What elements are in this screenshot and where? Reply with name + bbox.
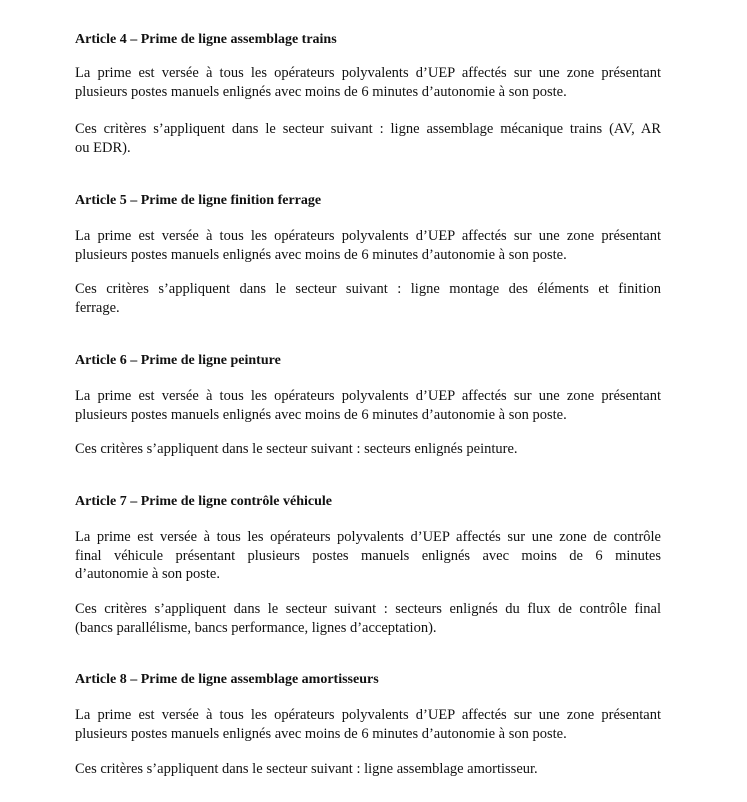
- article-paragraph: [75, 760, 661, 779]
- paragraph-line: plusieurs postes manuels enlignés avec moins de 6 minutes d’autonomie à son poste.: [75, 725, 567, 742]
- paragraph-line: Ces critères s’appliquent dans le secteur suivant : ligne assemblage amortisseur.: [75, 761, 538, 777]
- paragraph-line: Ces critères s’appliquent dans le secteur suivant : secteurs enlignés du flux de contrôle final: [75, 601, 661, 617]
- paragraph-line: Ces critères s’appliquent dans le secteur suivant : ligne montage des éléments et finition: [75, 281, 661, 297]
- article-heading: Article 6 – Prime de ligne peinture: [75, 353, 281, 368]
- article-paragraph: [75, 120, 661, 157]
- paragraph-line: plusieurs postes manuels enlignés avec moins de 6 minutes d’autonomie à son poste.: [75, 83, 567, 100]
- article-heading: Article 7 – Prime de ligne contrôle véhicule: [75, 494, 332, 509]
- article-heading: Article 4 – Prime de ligne assemblage trains: [75, 32, 337, 47]
- paragraph-line: La prime est versée à tous les opérateurs polyvalents d’UEP affectés sur une zone présentant: [75, 65, 661, 81]
- article-paragraph: [75, 600, 661, 637]
- article-paragraph: [75, 387, 661, 424]
- article-heading: Article 5 – Prime de ligne finition ferrage: [75, 193, 322, 208]
- article-paragraph: [75, 528, 661, 584]
- paragraph-line: d’autonomie à son poste.: [75, 566, 220, 582]
- paragraph-line: La prime est versée à tous les opérateurs polyvalents d’UEP affectés sur une zone présentant: [75, 388, 661, 404]
- article-paragraph: [75, 440, 661, 459]
- paragraph-line: La prime est versée à tous les opérateurs polyvalents d’UEP affectés sur une zone de contrôle: [75, 529, 661, 545]
- article-paragraph: [75, 227, 661, 264]
- paragraph-line: final véhicule présentant plusieurs postes manuels enlignés avec moins de 6 minutes: [75, 547, 661, 564]
- paragraph-line: Ces critères s’appliquent dans le secteur suivant : ligne assemblage mécanique trains (AV, AR: [75, 121, 661, 137]
- paragraph-line: plusieurs postes manuels enlignés avec moins de 6 minutes d’autonomie à son poste.: [75, 246, 567, 263]
- article-paragraph: [75, 64, 661, 101]
- paragraph-line: La prime est versée à tous les opérateurs polyvalents d’UEP affectés sur une zone présentant: [75, 707, 661, 723]
- paragraph-line: ferrage.: [75, 299, 120, 316]
- paragraph-line: ou EDR).: [75, 139, 131, 156]
- article-paragraph: [75, 280, 661, 317]
- paragraph-line: La prime est versée à tous les opérateurs polyvalents d’UEP affectés sur une zone présentant: [75, 228, 661, 244]
- paragraph-line: (bancs parallélisme, bancs performance, lignes d’acceptation).: [75, 619, 437, 636]
- paragraph-line: plusieurs postes manuels enlignés avec moins de 6 minutes d’autonomie à son poste.: [75, 406, 567, 423]
- article-heading: Article 8 – Prime de ligne assemblage amortisseurs: [75, 672, 379, 687]
- article-paragraph: [75, 706, 661, 743]
- paragraph-line: Ces critères s’appliquent dans le secteur suivant : secteurs enlignés peinture.: [75, 441, 518, 457]
